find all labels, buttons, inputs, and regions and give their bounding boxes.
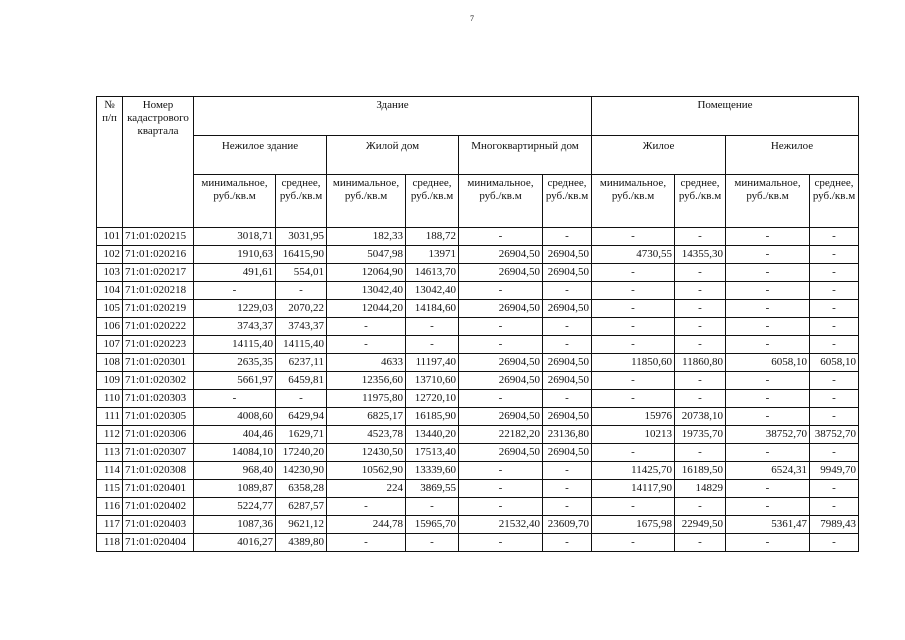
cell-apartment-avg: - xyxy=(543,336,592,354)
table-row xyxy=(97,228,859,246)
cell-cadastral-number: 71:01:020402 xyxy=(123,498,194,516)
cell-apartment-min: 26904,50 xyxy=(459,264,543,282)
cell-res-premises-min: - xyxy=(592,390,675,408)
cell-nonres-building-avg: 6237,11 xyxy=(276,354,327,372)
cell-cadastral-number: 71:01:020401 xyxy=(123,480,194,498)
cell-res-premises-avg: - xyxy=(675,390,726,408)
cell-nonres-building-avg: - xyxy=(276,390,327,408)
cell-res-house-min: 13042,40 xyxy=(327,282,406,300)
cell-cadastral-number: 71:01:020302 xyxy=(123,372,194,390)
cell-row-number: 105 xyxy=(97,300,123,318)
cell-nonres-premises-avg: - xyxy=(810,300,859,318)
cell-res-premises-avg: - xyxy=(675,444,726,462)
cell-nonres-premises-avg: - xyxy=(810,444,859,462)
cell-apartment-avg: - xyxy=(543,390,592,408)
cell-cadastral-number: 71:01:020303 xyxy=(123,390,194,408)
cell-cadastral-number: 71:01:020307 xyxy=(123,444,194,462)
cell-apartment-min: - xyxy=(459,462,543,480)
table-row xyxy=(97,354,859,372)
cell-res-house-min: 244,78 xyxy=(327,516,406,534)
cell-cadastral-number: 71:01:020404 xyxy=(123,534,194,552)
cell-apartment-min: - xyxy=(459,480,543,498)
header-avg: среднее, руб./кв.м xyxy=(406,175,459,228)
cell-res-premises-min: - xyxy=(592,444,675,462)
cell-nonres-building-avg: 17240,20 xyxy=(276,444,327,462)
cell-row-number: 118 xyxy=(97,534,123,552)
cell-res-house-avg: 11197,40 xyxy=(406,354,459,372)
cell-nonres-premises-min: - xyxy=(726,390,810,408)
header-avg: среднее, руб./кв.м xyxy=(276,175,327,228)
cell-res-premises-avg: - xyxy=(675,282,726,300)
cell-nonres-premises-min: - xyxy=(726,408,810,426)
cell-res-house-avg: 12720,10 xyxy=(406,390,459,408)
table-row xyxy=(97,372,859,390)
cell-res-house-avg: - xyxy=(406,534,459,552)
cell-row-number: 102 xyxy=(97,246,123,264)
cell-apartment-avg: 26904,50 xyxy=(543,264,592,282)
cell-res-premises-min: 1675,98 xyxy=(592,516,675,534)
cell-res-premises-avg: 14355,30 xyxy=(675,246,726,264)
cell-res-house-avg: 13042,40 xyxy=(406,282,459,300)
cell-res-house-avg: - xyxy=(406,336,459,354)
cell-apartment-avg: - xyxy=(543,534,592,552)
cell-apartment-min: 26904,50 xyxy=(459,246,543,264)
cell-res-premises-avg: - xyxy=(675,372,726,390)
cell-nonres-building-avg: 14230,90 xyxy=(276,462,327,480)
cell-nonres-premises-avg: 38752,70 xyxy=(810,426,859,444)
cell-nonres-building-avg: 16415,90 xyxy=(276,246,327,264)
cell-nonres-building-avg: 4389,80 xyxy=(276,534,327,552)
cell-apartment-min: 21532,40 xyxy=(459,516,543,534)
cell-res-house-min: 4523,78 xyxy=(327,426,406,444)
cell-apartment-avg: 23609,70 xyxy=(543,516,592,534)
cell-res-premises-avg: 22949,50 xyxy=(675,516,726,534)
cell-res-house-min: 12430,50 xyxy=(327,444,406,462)
cell-apartment-min: - xyxy=(459,282,543,300)
cell-nonres-building-min: 4008,60 xyxy=(194,408,276,426)
cell-cadastral-number: 71:01:020222 xyxy=(123,318,194,336)
cell-res-house-min: 11975,80 xyxy=(327,390,406,408)
cell-res-premises-min: 11425,70 xyxy=(592,462,675,480)
cell-apartment-min: 26904,50 xyxy=(459,372,543,390)
header-nonresidential-premises: Нежилое xyxy=(726,136,859,175)
cell-apartment-min: 26904,50 xyxy=(459,408,543,426)
cell-nonres-premises-avg: - xyxy=(810,318,859,336)
cell-apartment-avg: 26904,50 xyxy=(543,246,592,264)
cell-res-premises-min: - xyxy=(592,336,675,354)
table-row xyxy=(97,336,859,354)
cell-res-premises-min: - xyxy=(592,264,675,282)
cell-apartment-avg: - xyxy=(543,480,592,498)
cell-nonres-building-avg: - xyxy=(276,282,327,300)
header-row-number: № п/п xyxy=(97,97,123,228)
cell-nonres-building-avg: 6287,57 xyxy=(276,498,327,516)
cell-res-house-min: 6825,17 xyxy=(327,408,406,426)
cell-apartment-avg: 26904,50 xyxy=(543,444,592,462)
cell-row-number: 113 xyxy=(97,444,123,462)
cell-nonres-premises-min: - xyxy=(726,300,810,318)
cell-row-number: 110 xyxy=(97,390,123,408)
cell-cadastral-number: 71:01:020216 xyxy=(123,246,194,264)
cell-apartment-min: 26904,50 xyxy=(459,300,543,318)
cell-apartment-min: 26904,50 xyxy=(459,354,543,372)
cell-res-house-min: - xyxy=(327,318,406,336)
cell-apartment-min: - xyxy=(459,228,543,246)
cell-apartment-avg: 26904,50 xyxy=(543,300,592,318)
cell-nonres-premises-avg: 9949,70 xyxy=(810,462,859,480)
cell-nonres-building-min: 3743,37 xyxy=(194,318,276,336)
cell-apartment-min: - xyxy=(459,390,543,408)
cell-nonres-premises-avg: - xyxy=(810,390,859,408)
cell-nonres-building-avg: 9621,12 xyxy=(276,516,327,534)
cell-res-premises-min: 15976 xyxy=(592,408,675,426)
cell-nonres-building-min: 5224,77 xyxy=(194,498,276,516)
cell-nonres-building-min: 5661,97 xyxy=(194,372,276,390)
cell-nonres-premises-min: - xyxy=(726,264,810,282)
cell-nonres-building-avg: 6459,81 xyxy=(276,372,327,390)
cell-nonres-premises-min: 38752,70 xyxy=(726,426,810,444)
table-row xyxy=(97,462,859,480)
cell-apartment-avg: 26904,50 xyxy=(543,354,592,372)
table-row xyxy=(97,480,859,498)
cell-res-house-avg: 13440,20 xyxy=(406,426,459,444)
cell-apartment-avg: - xyxy=(543,228,592,246)
cell-nonres-premises-min: 5361,47 xyxy=(726,516,810,534)
cell-nonres-building-avg: 3031,95 xyxy=(276,228,327,246)
cell-res-house-min: 12064,90 xyxy=(327,264,406,282)
table-row xyxy=(97,516,859,534)
table-row xyxy=(97,534,859,552)
cell-nonres-premises-min: - xyxy=(726,444,810,462)
cell-row-number: 117 xyxy=(97,516,123,534)
cell-row-number: 115 xyxy=(97,480,123,498)
cell-row-number: 104 xyxy=(97,282,123,300)
cell-apartment-avg: - xyxy=(543,462,592,480)
cell-nonres-building-avg: 1629,71 xyxy=(276,426,327,444)
cell-nonres-premises-min: - xyxy=(726,318,810,336)
cell-nonres-premises-avg: - xyxy=(810,282,859,300)
header-min: минимальное, руб./кв.м xyxy=(194,175,276,228)
cell-cadastral-number: 71:01:020218 xyxy=(123,282,194,300)
cell-res-house-avg: 188,72 xyxy=(406,228,459,246)
table-body xyxy=(97,228,859,552)
header-apartment-building: Многоквартирный дом xyxy=(459,136,592,175)
cell-res-house-avg: 14184,60 xyxy=(406,300,459,318)
cell-res-premises-avg: - xyxy=(675,318,726,336)
cell-res-premises-avg: - xyxy=(675,228,726,246)
cell-res-premises-min: 11850,60 xyxy=(592,354,675,372)
cell-nonres-building-min: 1910,63 xyxy=(194,246,276,264)
cell-row-number: 106 xyxy=(97,318,123,336)
cell-apartment-min: - xyxy=(459,336,543,354)
cell-row-number: 109 xyxy=(97,372,123,390)
cell-nonres-building-avg: 3743,37 xyxy=(276,318,327,336)
header-min: минимальное, руб./кв.м xyxy=(459,175,543,228)
cell-nonres-building-min: 491,61 xyxy=(194,264,276,282)
header-avg: среднее, руб./кв.м xyxy=(675,175,726,228)
cell-row-number: 111 xyxy=(97,408,123,426)
cell-res-premises-avg: 16189,50 xyxy=(675,462,726,480)
cell-res-house-min: - xyxy=(327,336,406,354)
cell-res-house-avg: - xyxy=(406,498,459,516)
cell-nonres-building-min: 2635,35 xyxy=(194,354,276,372)
cell-row-number: 112 xyxy=(97,426,123,444)
table-row xyxy=(97,426,859,444)
header-residential-house: Жилой дом xyxy=(327,136,459,175)
cell-row-number: 101 xyxy=(97,228,123,246)
cell-nonres-building-min: 968,40 xyxy=(194,462,276,480)
table-row xyxy=(97,408,859,426)
cell-nonres-premises-avg: 6058,10 xyxy=(810,354,859,372)
cell-nonres-building-min: 1229,03 xyxy=(194,300,276,318)
cell-cadastral-number: 71:01:020403 xyxy=(123,516,194,534)
cell-res-premises-avg: 11860,80 xyxy=(675,354,726,372)
cell-res-premises-avg: - xyxy=(675,264,726,282)
cell-nonres-premises-avg: 7989,43 xyxy=(810,516,859,534)
cell-res-house-min: 12356,60 xyxy=(327,372,406,390)
cell-res-house-min: - xyxy=(327,498,406,516)
cell-res-premises-avg: 19735,70 xyxy=(675,426,726,444)
cell-res-house-avg: 16185,90 xyxy=(406,408,459,426)
header-nonresidential-building: Нежилое здание xyxy=(194,136,327,175)
cell-res-premises-min: - xyxy=(592,498,675,516)
cell-apartment-min: 22182,20 xyxy=(459,426,543,444)
cell-res-premises-avg: - xyxy=(675,300,726,318)
cell-nonres-premises-avg: - xyxy=(810,534,859,552)
header-min: минимальное, руб./кв.м xyxy=(726,175,810,228)
cell-apartment-avg: - xyxy=(543,498,592,516)
cell-apartment-avg: 26904,50 xyxy=(543,372,592,390)
cell-res-premises-min: - xyxy=(592,534,675,552)
table-row xyxy=(97,444,859,462)
cell-res-house-avg: 14613,70 xyxy=(406,264,459,282)
cell-apartment-min: - xyxy=(459,318,543,336)
cell-nonres-building-min: 14115,40 xyxy=(194,336,276,354)
cell-res-premises-min: 10213 xyxy=(592,426,675,444)
cell-row-number: 103 xyxy=(97,264,123,282)
cell-res-house-avg: - xyxy=(406,318,459,336)
cell-nonres-building-min: 1089,87 xyxy=(194,480,276,498)
cell-nonres-premises-min: - xyxy=(726,480,810,498)
header-min: минимальное, руб./кв.м xyxy=(592,175,675,228)
cell-apartment-min: 26904,50 xyxy=(459,444,543,462)
cell-nonres-building-avg: 2070,22 xyxy=(276,300,327,318)
header-cadastral-quarter: Номер кадастрового квартала xyxy=(123,97,194,228)
cell-apartment-min: - xyxy=(459,498,543,516)
cadastral-value-table xyxy=(96,96,859,552)
cell-apartment-avg: 26904,50 xyxy=(543,408,592,426)
header-residential-premises: Жилое xyxy=(592,136,726,175)
header-premises: Помещение xyxy=(592,97,859,136)
cell-cadastral-number: 71:01:020215 xyxy=(123,228,194,246)
cell-nonres-building-min: - xyxy=(194,282,276,300)
cell-nonres-premises-min: - xyxy=(726,534,810,552)
cell-res-premises-avg: - xyxy=(675,336,726,354)
table-row xyxy=(97,264,859,282)
cell-cadastral-number: 71:01:020308 xyxy=(123,462,194,480)
cell-row-number: 107 xyxy=(97,336,123,354)
cell-nonres-building-min: - xyxy=(194,390,276,408)
cell-res-house-min: 10562,90 xyxy=(327,462,406,480)
cell-nonres-building-avg: 6429,94 xyxy=(276,408,327,426)
cell-res-house-min: 5047,98 xyxy=(327,246,406,264)
cell-nonres-building-min: 4016,27 xyxy=(194,534,276,552)
cell-nonres-premises-min: 6058,10 xyxy=(726,354,810,372)
cell-apartment-avg: - xyxy=(543,282,592,300)
cell-nonres-premises-avg: - xyxy=(810,264,859,282)
cell-nonres-premises-avg: - xyxy=(810,480,859,498)
cell-nonres-building-min: 14084,10 xyxy=(194,444,276,462)
cell-res-house-avg: 3869,55 xyxy=(406,480,459,498)
cell-nonres-premises-avg: - xyxy=(810,372,859,390)
cell-res-house-avg: 13971 xyxy=(406,246,459,264)
cell-res-premises-min: - xyxy=(592,318,675,336)
cell-nonres-premises-min: - xyxy=(726,372,810,390)
cell-nonres-premises-avg: - xyxy=(810,336,859,354)
cell-apartment-avg: - xyxy=(543,318,592,336)
cell-res-premises-avg: 14829 xyxy=(675,480,726,498)
cell-res-premises-min: - xyxy=(592,228,675,246)
cell-res-house-min: 4633 xyxy=(327,354,406,372)
cell-res-house-min: 12044,20 xyxy=(327,300,406,318)
cell-cadastral-number: 71:01:020217 xyxy=(123,264,194,282)
cell-nonres-building-avg: 14115,40 xyxy=(276,336,327,354)
header-min: минимальное, руб./кв.м xyxy=(327,175,406,228)
cell-nonres-premises-avg: - xyxy=(810,408,859,426)
cell-nonres-premises-min: - xyxy=(726,246,810,264)
header-building: Здание xyxy=(194,97,592,136)
cell-res-house-avg: 13339,60 xyxy=(406,462,459,480)
cell-res-premises-min: 14117,90 xyxy=(592,480,675,498)
cell-cadastral-number: 71:01:020305 xyxy=(123,408,194,426)
cell-nonres-building-avg: 6358,28 xyxy=(276,480,327,498)
cell-row-number: 116 xyxy=(97,498,123,516)
table-row xyxy=(97,390,859,408)
cell-res-premises-min: - xyxy=(592,282,675,300)
table-row xyxy=(97,498,859,516)
cell-nonres-premises-min: 6524,31 xyxy=(726,462,810,480)
cell-nonres-building-min: 3018,71 xyxy=(194,228,276,246)
cell-nonres-premises-avg: - xyxy=(810,228,859,246)
header-avg: среднее, руб./кв.м xyxy=(810,175,859,228)
cell-res-house-min: 182,33 xyxy=(327,228,406,246)
cell-nonres-premises-min: - xyxy=(726,336,810,354)
cell-row-number: 114 xyxy=(97,462,123,480)
cell-apartment-min: - xyxy=(459,534,543,552)
cell-res-premises-min: - xyxy=(592,372,675,390)
page-number: 7 xyxy=(470,14,474,23)
cell-apartment-avg: 23136,80 xyxy=(543,426,592,444)
cell-res-premises-min: - xyxy=(592,300,675,318)
cell-nonres-premises-min: - xyxy=(726,282,810,300)
cell-res-house-avg: 17513,40 xyxy=(406,444,459,462)
cell-nonres-premises-avg: - xyxy=(810,498,859,516)
cell-res-premises-avg: - xyxy=(675,534,726,552)
cell-res-premises-avg: 20738,10 xyxy=(675,408,726,426)
cell-nonres-premises-min: - xyxy=(726,228,810,246)
table-row xyxy=(97,282,859,300)
table-row xyxy=(97,300,859,318)
cell-cadastral-number: 71:01:020223 xyxy=(123,336,194,354)
cell-row-number: 108 xyxy=(97,354,123,372)
table-row xyxy=(97,246,859,264)
cell-cadastral-number: 71:01:020306 xyxy=(123,426,194,444)
cell-res-premises-avg: - xyxy=(675,498,726,516)
cell-nonres-building-min: 404,46 xyxy=(194,426,276,444)
cell-nonres-premises-avg: - xyxy=(810,246,859,264)
cell-nonres-building-avg: 554,01 xyxy=(276,264,327,282)
table-row xyxy=(97,318,859,336)
cell-nonres-premises-min: - xyxy=(726,498,810,516)
cell-cadastral-number: 71:01:020219 xyxy=(123,300,194,318)
cell-res-house-min: - xyxy=(327,534,406,552)
cell-res-house-avg: 13710,60 xyxy=(406,372,459,390)
header-avg: среднее, руб./кв.м xyxy=(543,175,592,228)
cell-res-house-min: 224 xyxy=(327,480,406,498)
cell-res-premises-min: 4730,55 xyxy=(592,246,675,264)
cell-nonres-building-min: 1087,36 xyxy=(194,516,276,534)
cell-res-house-avg: 15965,70 xyxy=(406,516,459,534)
cell-cadastral-number: 71:01:020301 xyxy=(123,354,194,372)
